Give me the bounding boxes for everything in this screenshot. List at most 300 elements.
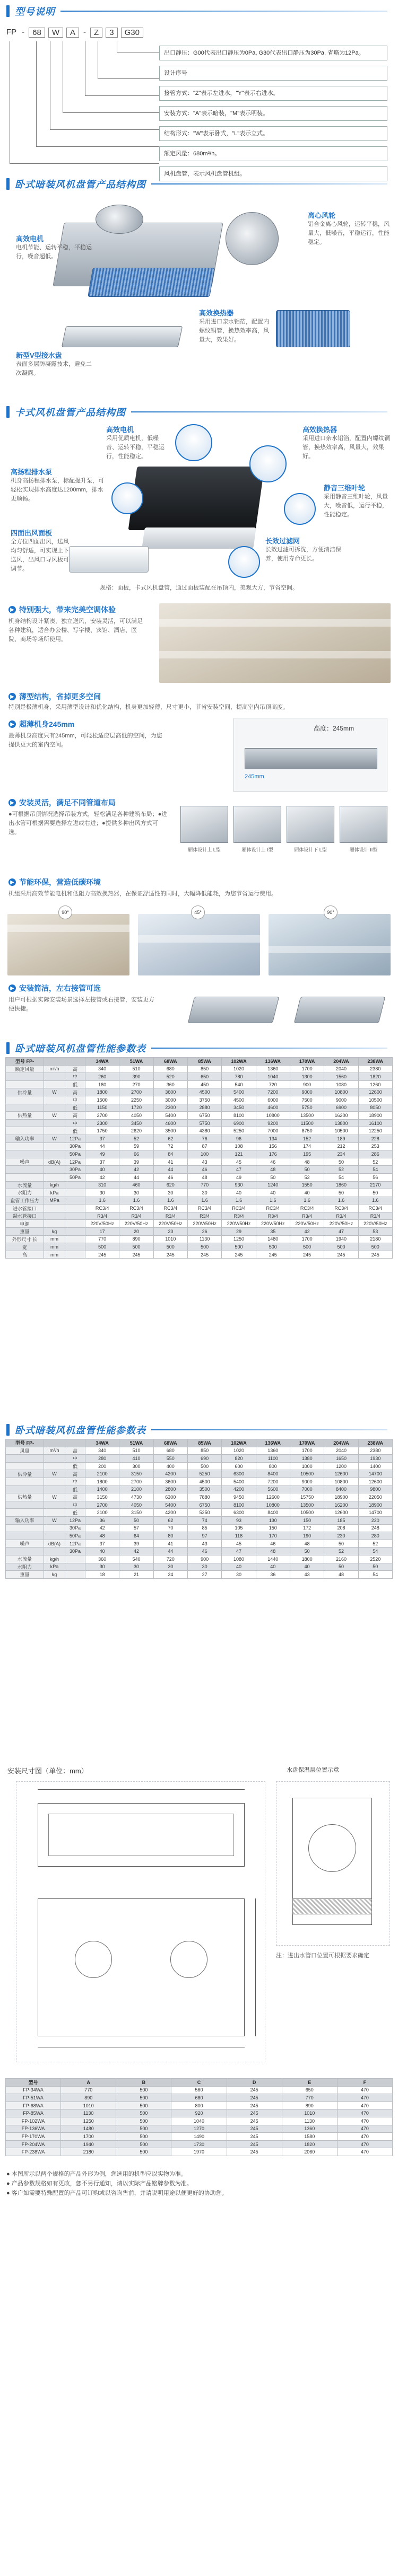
fan-callout-text: 铝合金离心风轮，运转平稳，风量大，低噪音，平稳运行，性能稳定。 xyxy=(308,221,390,245)
section-bar-icon xyxy=(6,5,10,17)
spec-table-1-header-cell: 204WA xyxy=(324,1058,358,1066)
spec-table-2-cell: 280 xyxy=(358,1532,392,1540)
motor-callout-title: 高效电机 xyxy=(16,235,44,243)
feature-5-tag xyxy=(8,877,101,887)
dimension-table-cell: 890 xyxy=(61,2094,116,2102)
spec-table-1-cell: 5750 xyxy=(187,1119,221,1127)
cassette-structure-section xyxy=(0,403,398,599)
spec-table-2-cell xyxy=(44,1532,65,1540)
dimension-table-cell: 890 xyxy=(282,2102,337,2109)
spec-table-1-header xyxy=(0,1039,398,1057)
dimension-table-cell: FP-51WA xyxy=(6,2094,61,2102)
dimension-table-cell: 470 xyxy=(337,2102,392,2109)
model-code-title: 型号说明 xyxy=(15,6,55,17)
spec-table-2-header-cell: 34WA xyxy=(85,1439,119,1447)
dimension-table-cell: 245 xyxy=(227,2109,282,2117)
spec-table-1-cell: 1700 xyxy=(290,1065,324,1073)
feature-1-text: 机身结构设计紧凑，独立送风，安装灵活，可以满足各种建筑，适合办公楼、写字楼、宾馆、酒店、医院、商场等场所使用。 xyxy=(8,618,143,643)
dimension-table-cell: 245 xyxy=(227,2102,282,2109)
spec-table-1-row xyxy=(6,1096,393,1104)
spec-table-1-cell: 44 xyxy=(119,1173,153,1181)
spec-table-2-cell xyxy=(44,1455,65,1463)
spec-table-1-cell: 2380 xyxy=(358,1065,392,1073)
spec-table-1-row xyxy=(6,1135,393,1142)
spec-table-1-cell: 4500 xyxy=(222,1096,256,1104)
footer-note-2: ● 产品参数规格如有更改，恕不另行通知，请以实际产品铭牌参数为准。 xyxy=(6,2181,193,2187)
spec-table-2-cell: 50 xyxy=(290,1548,324,1555)
spec-table-1-cell: 1250 xyxy=(222,1235,256,1243)
spec-table-2-cell: 48 xyxy=(290,1540,324,1548)
spec-table-2-header xyxy=(0,1421,398,1439)
spec-table-1-cell xyxy=(6,1127,44,1135)
spec-table-2-cell: 208 xyxy=(324,1524,358,1532)
code-desc-static-pressure: 出口静压：G00代表出口静压为0Pa, G30代表出口静压为30Pa, 省略为12Pa。 xyxy=(159,46,387,60)
spec-table-1-cell: 16200 xyxy=(324,1112,358,1120)
spec-table-1-cell: 1750 xyxy=(85,1127,119,1135)
install-scene-3 xyxy=(287,806,334,843)
spec-table-1-cell: 高 xyxy=(6,1251,44,1259)
spec-table-2-cell xyxy=(44,1524,65,1532)
spec-table-1-row xyxy=(6,1235,393,1243)
spec-table-1-cell: 520 xyxy=(153,1073,187,1081)
spec-table-2-cell: 重量 xyxy=(6,1571,44,1579)
spec-table-1-cell: 低 xyxy=(65,1080,85,1088)
spec-table-2-cell: 24 xyxy=(153,1571,187,1579)
horizontal-structure-header xyxy=(0,175,398,193)
spec-table-1-cell xyxy=(6,1166,44,1174)
spec-table-1-cell: 620 xyxy=(153,1181,187,1189)
spec-table-1-cell: 高 xyxy=(65,1088,85,1096)
spec-table-1-cell: 1860 xyxy=(324,1181,358,1189)
spec-table-1-header-cell: 34WA xyxy=(85,1058,119,1066)
feature-4-title: 安装灵活，满足不同管道布局 xyxy=(19,798,116,807)
spec-table-2-cell: 22050 xyxy=(358,1493,392,1501)
top-view-drawing xyxy=(16,1781,265,2062)
dimension-table-cell: FP-85WA xyxy=(6,2109,61,2117)
spec-table-1-cell: 2880 xyxy=(187,1104,221,1112)
spec-table-1-cell xyxy=(65,1189,85,1197)
spec-table-1-cell: 1.6 xyxy=(290,1197,324,1205)
dimension-table-cell: 1580 xyxy=(282,2133,337,2141)
spec-table-2-cell: 供热量 xyxy=(6,1493,44,1501)
spec-table-2-cell xyxy=(6,1501,44,1509)
spec-table-2-cell: 54 xyxy=(358,1548,392,1555)
spec-table-1-cell: 1.6 xyxy=(187,1197,221,1205)
spec-table-1-cell: 500 xyxy=(256,1243,290,1251)
fan-outline-1 xyxy=(75,1941,112,1978)
spec-table-2-cell: 46 xyxy=(187,1548,221,1555)
spec-table-1-cell: 凝水管接口 xyxy=(6,1212,44,1220)
spec-table-2-cell: 39 xyxy=(119,1540,153,1548)
dimension-table-cell: 470 xyxy=(337,2094,392,2102)
spec-table-2-cell: 105 xyxy=(222,1524,256,1532)
spec-table-1-cell: 50Pa xyxy=(65,1173,85,1181)
code-part: Z xyxy=(90,28,102,38)
spec-table-2-cell: 3150 xyxy=(119,1509,153,1517)
spec-table-1-cell: 12250 xyxy=(358,1127,392,1135)
spec-table-1-cell: R3/4 xyxy=(119,1212,153,1220)
pump-text: 机身高扬程排水泵，标配提升泵，可轻松实现排水高度达1200mm，排水更顺畅。 xyxy=(11,478,104,502)
spec-table-1-cell: 8100 xyxy=(222,1112,256,1120)
spec-table-1-cell: 72 xyxy=(153,1142,187,1150)
cassette-unit-illustration xyxy=(128,467,265,530)
spec-table-1-cell: RC3/4 xyxy=(119,1205,153,1212)
code-part: W xyxy=(48,28,63,38)
spec-table-1-cell: 电源 xyxy=(6,1220,44,1228)
spec-table-1-cell: 12600 xyxy=(358,1088,392,1096)
spec-table-1-cell: 220V/50Hz xyxy=(85,1220,119,1228)
spec-table-2-cell: 230 xyxy=(324,1532,358,1540)
spec-table-1-cell: 540 xyxy=(222,1080,256,1088)
spec-table-2-cell: 1000 xyxy=(290,1462,324,1470)
feature-1-tag xyxy=(8,604,116,615)
spec-table-1-cell: 48 xyxy=(256,1166,290,1174)
spec-table-2-cell: 7000 xyxy=(290,1485,324,1493)
dimension-table-cell: 245 xyxy=(227,2133,282,2141)
spec-table-2-cell: 2100 xyxy=(119,1485,153,1493)
spec-table-1-cell xyxy=(65,1220,85,1228)
spec-table-2-cell xyxy=(44,1548,65,1555)
spec-table-1-cell: 7200 xyxy=(256,1088,290,1096)
spec-table-2-cell: 15750 xyxy=(290,1493,324,1501)
spec-table-1-cell: 4380 xyxy=(187,1127,221,1135)
footer-note-3: ● 客户如需要特殊配置的产品可订购或以咨询售前，并请说明用途以便更好的协助您。 xyxy=(6,2190,228,2196)
spec-table-1-cell: 2180 xyxy=(358,1235,392,1243)
fan-callout xyxy=(308,210,390,247)
code-description-list xyxy=(159,46,387,187)
spec-table-1-cell: 6000 xyxy=(256,1096,290,1104)
feature-energy-saving xyxy=(0,875,398,981)
office-photo-3 xyxy=(269,914,391,975)
spec-table-1-cell: 50 xyxy=(324,1189,358,1197)
spec-table-2-cell: 13500 xyxy=(290,1501,324,1509)
dimension-table-header-cell: B xyxy=(116,2079,171,2087)
spec-table-1-cell: 1.6 xyxy=(153,1197,187,1205)
filter-magnify-icon xyxy=(228,546,260,578)
spec-table-2-header-cell: 204WA xyxy=(324,1439,358,1447)
spec-table-1-cell: 进水管接口 xyxy=(6,1205,44,1212)
spec-table-1-cell: 50 xyxy=(358,1189,392,1197)
spec-table-1-cell: 2170 xyxy=(358,1181,392,1189)
spec-table-1-cell: 56 xyxy=(358,1173,392,1181)
spec-table-2-row xyxy=(6,1485,393,1493)
spec-table-2-cell: 10800 xyxy=(256,1501,290,1509)
spec-table-1-cell: 66 xyxy=(119,1150,153,1158)
spec-table-1-cell: 180 xyxy=(85,1080,119,1088)
tray-callout-title: 新型V型接水盘 xyxy=(16,351,62,359)
heat-exchanger-illustration xyxy=(276,310,350,347)
spec-table-2-cell: 30 xyxy=(153,1563,187,1571)
spec-table-1-cell: 310 xyxy=(85,1181,119,1189)
spec-table-1-cell: 10500 xyxy=(358,1096,392,1104)
fan-outline-2 xyxy=(170,1941,207,1978)
spec-table-2-cell: 44 xyxy=(153,1548,187,1555)
spec-table-1-cell: 1560 xyxy=(324,1073,358,1081)
spec-table-1-title: 卧式暗装风机盘管性能参数表 xyxy=(15,1043,146,1054)
spec-table-1-row xyxy=(6,1142,393,1150)
spec-table-1-cell: 8050 xyxy=(358,1104,392,1112)
spec-table-2-cell: kg xyxy=(44,1571,65,1579)
spec-table-2-cell: 30Pa xyxy=(65,1548,85,1555)
feature-6-tag xyxy=(8,983,101,994)
spec-table-2-cell: 172 xyxy=(290,1524,324,1532)
motor-callout-text: 电机节能、运转平稳，平稳运行，噪音超低。 xyxy=(16,244,92,260)
dimension-table-cell: 770 xyxy=(282,2094,337,2102)
spec-table-2-cell: 50 xyxy=(324,1540,358,1548)
spec-table-1-cell: 额定风量 xyxy=(6,1065,44,1073)
spec-table-1-row xyxy=(6,1189,393,1197)
spec-table-1-cell: kg/h xyxy=(44,1181,65,1189)
spec-table-1-cell: 96 xyxy=(222,1135,256,1142)
spec-table-2-cell: 2800 xyxy=(153,1485,187,1493)
dimension-table-cell: 500 xyxy=(116,2140,171,2148)
spec-table-2-cell: 5400 xyxy=(222,1478,256,1485)
fan-callout-title: 离心风轮 xyxy=(308,212,336,219)
spec-table-1-header-cell: 238WA xyxy=(358,1058,392,1066)
spec-table-1-cell: 3000 xyxy=(153,1096,187,1104)
dimension-table-cell: 1730 xyxy=(171,2140,227,2148)
dimension-table-cell: FP-34WA xyxy=(6,2086,61,2094)
spec-table-2-cell: 550 xyxy=(153,1455,187,1463)
spec-table-1-cell: 195 xyxy=(290,1150,324,1158)
spec-table-2-cell: 3150 xyxy=(85,1493,119,1501)
spec-table-1-cell: 5400 xyxy=(222,1088,256,1096)
spec-table-2-cell: 5250 xyxy=(187,1470,221,1478)
spec-table-1-cell: 12Pa xyxy=(65,1158,85,1166)
spec-table-1-cell xyxy=(44,1173,65,1181)
spec-table-2-cell xyxy=(6,1485,44,1493)
panel-illustration xyxy=(69,546,149,573)
spec-table-2-cell: 1650 xyxy=(324,1455,358,1463)
spec-table-2-cell xyxy=(44,1485,65,1493)
spec-table-2-cell xyxy=(6,1509,44,1517)
spec-table-2-cell: 1440 xyxy=(256,1555,290,1563)
spec-table-2-cell: 93 xyxy=(222,1516,256,1524)
dimension-table-header-cell: F xyxy=(337,2079,392,2087)
spec-table-2-cell: 62 xyxy=(153,1516,187,1524)
spec-table-2-cell: 10500 xyxy=(290,1509,324,1517)
spec-table-1-cell: 50Pa xyxy=(65,1150,85,1158)
spec-table-1-cell: 50 xyxy=(324,1158,358,1166)
code-part: G30 xyxy=(121,28,143,38)
spec-table-2-cell: 48 xyxy=(85,1532,119,1540)
spec-table-2-cell: 噪声 xyxy=(6,1540,44,1548)
spec-table-1-cell: 1020 xyxy=(222,1065,256,1073)
spec-table-1-cell: 220V/50Hz xyxy=(256,1220,290,1228)
spec-table-2-cell: 190 xyxy=(290,1532,324,1540)
spec-table-1-cell: 1300 xyxy=(290,1073,324,1081)
spec-table-1-row xyxy=(6,1088,393,1096)
filter-title: 长效过滤网 xyxy=(265,537,300,545)
spec-table-2-cell: 12600 xyxy=(324,1509,358,1517)
spec-table-1-cell: 53 xyxy=(358,1228,392,1236)
spec-table-1-cell xyxy=(44,1205,65,1212)
spec-table-1-cell: 13800 xyxy=(324,1119,358,1127)
spec-table-1-cell: 9200 xyxy=(256,1119,290,1127)
spec-table-2-cell: 50 xyxy=(358,1563,392,1571)
spec-table-2-cell: 中 xyxy=(65,1455,85,1463)
spec-table-1-cell xyxy=(6,1119,44,1127)
spec-table-1-row xyxy=(6,1243,393,1251)
spec-table-2-cell: 680 xyxy=(153,1447,187,1455)
spec-table-2-cell: 46 xyxy=(256,1540,290,1548)
spec-table-1-cell: 260 xyxy=(85,1073,119,1081)
scene-1-label: 厢体设计上 L型 xyxy=(188,847,221,852)
model-code-header xyxy=(0,2,398,20)
spec-table-2-cell xyxy=(6,1478,44,1485)
spec-table-2-cell: 高 xyxy=(65,1493,85,1501)
spec-table-2-cell: 低 xyxy=(65,1485,85,1493)
dimension-table-cell: 1360 xyxy=(282,2125,337,2133)
side-fan-outline xyxy=(308,1824,356,1872)
spec-table-2-header-cell: 68WA xyxy=(153,1439,187,1447)
spec-table-2-cell xyxy=(6,1532,44,1540)
fan-wheel-illustration xyxy=(226,212,279,265)
pump-callout xyxy=(11,467,106,504)
spec-table-1-section xyxy=(0,1039,398,1421)
dimension-table-cell: FP-204WA xyxy=(6,2140,61,2148)
spec-table-2-cell: 30Pa xyxy=(65,1524,85,1532)
spec-table-2-cell: 低 xyxy=(65,1462,85,1470)
dimension-table-row xyxy=(6,2117,393,2125)
scene-4-label: 厢体设计 II型 xyxy=(349,847,378,852)
spec-table-1-cell: 48 xyxy=(290,1158,324,1166)
dimension-table-cell: 1010 xyxy=(282,2109,337,2117)
code-desc-design-no: 设计序号 xyxy=(159,66,387,81)
spec-table-1-cell: 26 xyxy=(187,1228,221,1236)
spec-table-1-cell: 47 xyxy=(222,1166,256,1174)
dimension-table-cell: 1480 xyxy=(61,2125,116,2133)
spec-table-1-cell: 176 xyxy=(256,1150,290,1158)
spec-table-1-row xyxy=(6,1228,393,1236)
spec-table-1-cell: 360 xyxy=(153,1080,187,1088)
horizontal-structure-section xyxy=(0,175,398,403)
spec-table-1-cell: 1240 xyxy=(256,1181,290,1189)
spec-table-2-cell: 18 xyxy=(85,1571,119,1579)
cassette-motor-title: 高效电机 xyxy=(106,426,134,434)
spec-table-2-cell: 52 xyxy=(358,1540,392,1548)
spec-table-1-row xyxy=(6,1212,393,1220)
spec-table-2-cell: 供冷量 xyxy=(6,1470,44,1478)
motor-illustration xyxy=(96,205,143,234)
dimension-table-row xyxy=(6,2102,393,2109)
spec-table-2-cell: 中 xyxy=(65,1501,85,1509)
feature-4-text: ●可根据吊顶情况选择吊装方式，轻松满足各种建筑布局；●进出水管可根据需要选择左进或右进；●提供多种出风方式可选。 xyxy=(8,811,168,836)
spec-table-1-row xyxy=(6,1173,393,1181)
section-rule xyxy=(151,1429,387,1430)
dimension-table-cell: 470 xyxy=(337,2117,392,2125)
spec-table-1-cell: 10500 xyxy=(324,1127,358,1135)
code-desc-airflow: 额定风量：680m³/h。 xyxy=(159,146,387,161)
dimension-table-cell: 1270 xyxy=(171,2125,227,2133)
spec-table-2-cell: 30 xyxy=(119,1563,153,1571)
feature-1-title: 特别强大，带来完美空调体验 xyxy=(19,605,116,614)
section-rule xyxy=(131,411,387,412)
spec-table-2-cell: 1930 xyxy=(358,1455,392,1463)
spec-table-1-cell: 121 xyxy=(222,1150,256,1158)
spec-table-2-header-cell xyxy=(44,1439,65,1447)
plan-outline xyxy=(38,1898,245,2036)
spec-table-1-cell: 108 xyxy=(222,1142,256,1150)
left-pipe-unit xyxy=(188,997,279,1023)
spec-table-1-cell xyxy=(44,1142,65,1150)
spec-table-1-cell: 1720 xyxy=(119,1104,153,1112)
dimension-table-cell: FP-68WA xyxy=(6,2102,61,2109)
spec-table-1-cell: R3/4 xyxy=(85,1212,119,1220)
dimension-table-header-cell: D xyxy=(227,2079,282,2087)
dimension-table-row xyxy=(6,2094,393,2102)
spec-table-1-cell: 245 xyxy=(153,1251,187,1259)
spec-table-2-row xyxy=(6,1509,393,1517)
section-rule xyxy=(151,183,387,184)
spec-table-2-cell: 47 xyxy=(222,1548,256,1555)
spec-table-1-cell: 500 xyxy=(324,1243,358,1251)
feature-2-text: 特别是极薄机身，采用薄型设计和优化结构，机身更加轻薄，尺寸更小，节省安装空间，提高室内吊顶高度。 xyxy=(8,704,289,710)
section-bar-icon xyxy=(6,1424,10,1436)
feature-2-tag xyxy=(8,691,101,702)
spec-table-2 xyxy=(5,1439,393,1579)
spec-table-2-cell: 800 xyxy=(256,1462,290,1470)
spec-table-1-row xyxy=(6,1073,393,1081)
hx-callout-text: 采用进口亲水铝箔，配置内螺纹铜管，换热效率高，风量大，效果好。 xyxy=(199,319,269,343)
spec-table-1-cell: 6900 xyxy=(222,1119,256,1127)
section-rule xyxy=(60,11,387,12)
dimension-table-cell: 770 xyxy=(61,2086,116,2094)
spec-table-1-cell: R3/4 xyxy=(153,1212,187,1220)
spec-table-1-cell: 3500 xyxy=(153,1127,187,1135)
spec-table-1-cell: 低 xyxy=(65,1127,85,1135)
spec-table-1-cell: 220V/50Hz xyxy=(119,1220,153,1228)
spec-table-2-cell: 低 xyxy=(65,1509,85,1517)
spec-table-1-cell: 供热量 xyxy=(6,1112,44,1120)
spec-table-2-cell: 97 xyxy=(187,1532,221,1540)
footer-note-1: ● 本图所示以两个规格的产品外形为例，您选用的机型应以实物为准。 xyxy=(6,2171,187,2177)
spec-table-1-cell: 44 xyxy=(153,1166,187,1174)
spec-table-2-cell: 37 xyxy=(85,1540,119,1548)
spec-table-1-cell: 宽 xyxy=(6,1243,44,1251)
spec-table-1-cell: 54 xyxy=(358,1166,392,1174)
spec-table-2-cell: 中 xyxy=(65,1478,85,1485)
spec-table-1-cell: 220V/50Hz xyxy=(324,1220,358,1228)
spec-table-1-cell xyxy=(44,1096,65,1104)
dimension-table-cell: 500 xyxy=(116,2125,171,2133)
spec-table-2-cell: 340 xyxy=(85,1447,119,1455)
spec-table-1-cell: RC3/4 xyxy=(153,1205,187,1212)
dimension-table-cell: 1970 xyxy=(171,2148,227,2156)
spec-table-1-cell: RC3/4 xyxy=(324,1205,358,1212)
spec-table-2-cell: 1800 xyxy=(85,1478,119,1485)
spec-table-1-cell: 52 xyxy=(290,1173,324,1181)
restaurant-photo xyxy=(159,603,391,683)
code-part: - xyxy=(83,28,86,37)
spec-table-1-cell: 37 xyxy=(85,1158,119,1166)
spec-table-1-row xyxy=(6,1119,393,1127)
spec-table-1-cell: 9000 xyxy=(290,1088,324,1096)
spec-table-2-cell: 2520 xyxy=(358,1555,392,1563)
spec-table-2-row xyxy=(6,1447,393,1455)
spec-table-2-cell: 40 xyxy=(222,1563,256,1571)
dimension-table-section xyxy=(0,2078,398,2168)
spec-table-1-cell: 6900 xyxy=(324,1104,358,1112)
spec-table-1-cell: 270 xyxy=(119,1080,153,1088)
spec-table-1-cell: 30 xyxy=(187,1189,221,1197)
spec-table-1-cell: 10800 xyxy=(324,1088,358,1096)
spec-table-1-cell xyxy=(6,1150,44,1158)
spec-table-2-cell: 48 xyxy=(324,1571,358,1579)
spec-table-2-cell: 1020 xyxy=(222,1447,256,1455)
feature-dot-icon: ▶ xyxy=(8,984,16,992)
spec-table-1-cell: RC3/4 xyxy=(256,1205,290,1212)
